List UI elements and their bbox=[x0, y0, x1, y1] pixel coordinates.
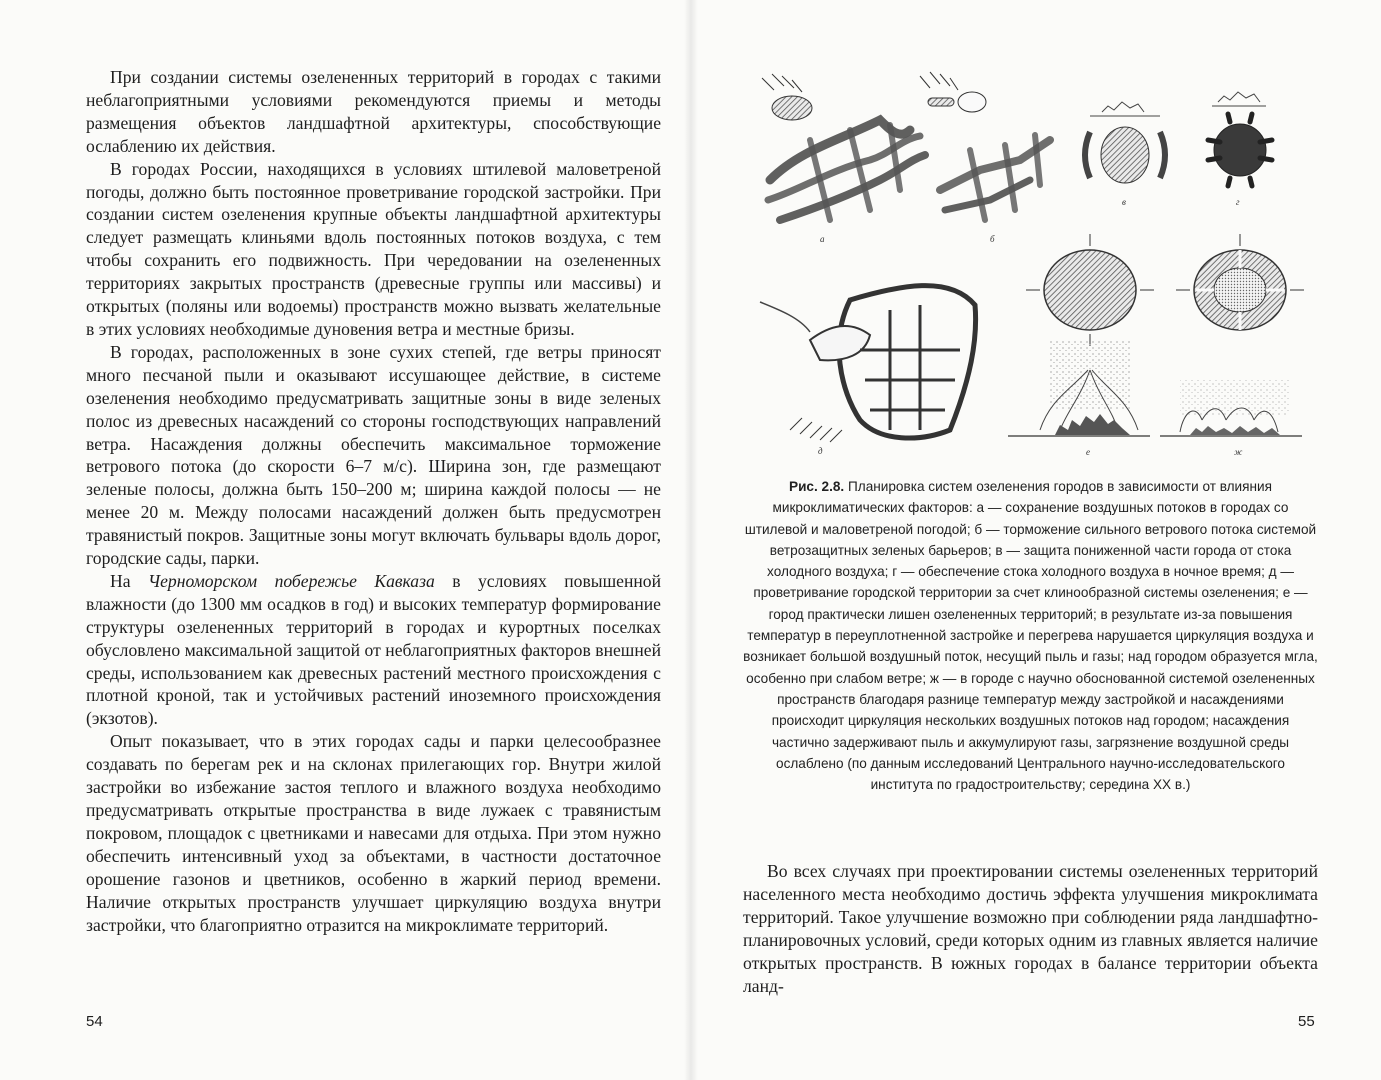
paragraph-4-italic: Черноморском побережье Кавказа bbox=[147, 570, 435, 591]
panel-b bbox=[920, 72, 1050, 244]
panel-v bbox=[1085, 102, 1165, 207]
label-g: г bbox=[1236, 197, 1240, 207]
figure-caption bbox=[743, 476, 1318, 795]
paragraph-1: При создании системы озелененных территорий в городах с такими неблагоприятными условиями рекомендуются приемы и методы размещения объектов ландшафтной архитектуры, способствующие ослаблению их действия. bbox=[86, 67, 661, 156]
page-number-left: 54 bbox=[86, 1013, 103, 1030]
paragraph-right: Во всех случаях при проектировании системы озелененных территорий населенного места необходимо достичь эффекта улучшения микроклимата территорий. Такое улучшение возможно при соблюдении ряда ландшафтно-планировочных условий, среди которых одним из главных является наличие открытых пространств. В южных городах в балансе территории объекта ланд- bbox=[743, 861, 1318, 996]
label-e: е bbox=[1086, 447, 1090, 457]
label-zh: ж bbox=[1234, 447, 1243, 457]
book-gutter bbox=[684, 0, 698, 1080]
panel-g bbox=[1208, 92, 1272, 207]
figure-label: Рис. 2.8. bbox=[789, 479, 845, 494]
paragraph-4-rest: в условиях повышенной влажности (до 1300 мм осадков в год) и высоких температур формирование структуры озелененных территорий в городах и курортных поселках обусловлено максимальной защитой от неблагоприятных факторов внешней среды, использованием как древесных растений местного происхождения с плотной кроной, так и устойчивых растений иноземного происхождения (экзотов). bbox=[86, 570, 661, 729]
figure-diagram bbox=[750, 70, 1320, 470]
figure-caption-text: Планировка систем озеленения городов в зависимости от влияния микроклиматических факторов: а — сохранение воздушных потоков в городах со штилевой и маловетреной погодой; б — торможение сильного ветрового потока системой ветрозащитных зеленых барьеров; в — защита пониженной части города от стока холодного воздуха; г — обеспечение стока холодного воздуха в ночное время; д — проветривание городской территории за счет клинообразной системы озеленения; е — город практически лишен озелененных территорий; в результате из-за повышения температур в переуплотненной застройке и перегрева нарушается циркуляция воздуха и возникает большой воздушный поток, несущий пыль и газы; над городом образуется мгла, особенно при слабом ветре; ж — в городе с научно обоснованной системой озелененных пространств благодаря разнице температур между застройкой и насаждениями происходит циркуляция нескольких воздушных потоков над городом; насаждения частично задерживают пыль и аккумулируют газы, загрязнение воздушной среды ослаблено (по данным исследований Центрального научно-исследовательского института по градостроительству; середина XX в.) bbox=[743, 479, 1318, 793]
label-d: д bbox=[818, 446, 823, 456]
paragraph-2: В городах России, находящихся в условиях штилевой маловетреной погоды, должно быть постоянное проветривание городской застройки. При создании систем озеленения крупные объекты ландшафтной архитектуры следует размещать клиньями вдоль постоянных потоков воздуха, с тем чтобы сохранить его подвижность. При чередовании на озелененных территориях закрытых пространств (древесные группы или массивы) и открытых (поляны или водоемы) пространств можно вызвать желательные в этих условиях необходимые дуновения ветра и местные бризы. bbox=[86, 158, 661, 339]
panel-e bbox=[1008, 340, 1150, 457]
label-b: б bbox=[990, 234, 995, 244]
paragraph-4 bbox=[86, 570, 661, 730]
panel-ellipse-right bbox=[1176, 234, 1304, 330]
left-page-body bbox=[86, 66, 661, 936]
figure-2-8 bbox=[750, 70, 1320, 470]
label-a: а bbox=[820, 234, 825, 244]
page-number-right: 55 bbox=[1298, 1013, 1315, 1030]
panel-ellipse-left bbox=[1026, 234, 1154, 346]
panel-zh bbox=[1160, 380, 1302, 457]
paragraph-4-prefix: На bbox=[110, 570, 148, 591]
panel-d bbox=[760, 286, 976, 456]
paragraph-3: В городах, расположенных в зоне сухих степей, где ветры приносят много песчаной пыли и оказывают иссушающее действие, в системе озеленения необходимо предусматривать защитные зоны в виде зеленых полос из древесных насаждений со стороны господствующих направлений ветра. Насаждения должны обеспечить максимальное торможение ветрового потока (до скорости 6–7 м/с). Ширина зон, где размещают зеленые полосы, должна быть 150–200 м; ширина каждой полосы — не менее 20 м. Между полосами насаждений должен быть предусмотрен травянистый покров. Защитные зоны могут включать бульвары вдоль дорог, городские сады, парки. bbox=[86, 341, 661, 569]
paragraph-5: Опыт показывает, что в этих городах сады и парки целесообразнее создавать по берегам рек и на склонах прилегающих гор. Внутри жилой застройки во избежание застоя теплого и влажного воздуха необходимо предусматривать открытые пространства в виде лужаек с травянистым покровом, площадок с цветниками и навесами для отдыха. При этом нужно обеспечить интенсивный уход за объектами, в частности достаточное орошение газонов и цветников, особенно в жаркий период времени. Наличие открытых пространств улучшает циркуляцию воздуха внутри застройки, что благоприятно отразится на микроклимате территорий. bbox=[86, 731, 661, 935]
right-page-body bbox=[743, 860, 1318, 997]
panel-a bbox=[762, 74, 925, 244]
label-v: в bbox=[1122, 197, 1126, 207]
